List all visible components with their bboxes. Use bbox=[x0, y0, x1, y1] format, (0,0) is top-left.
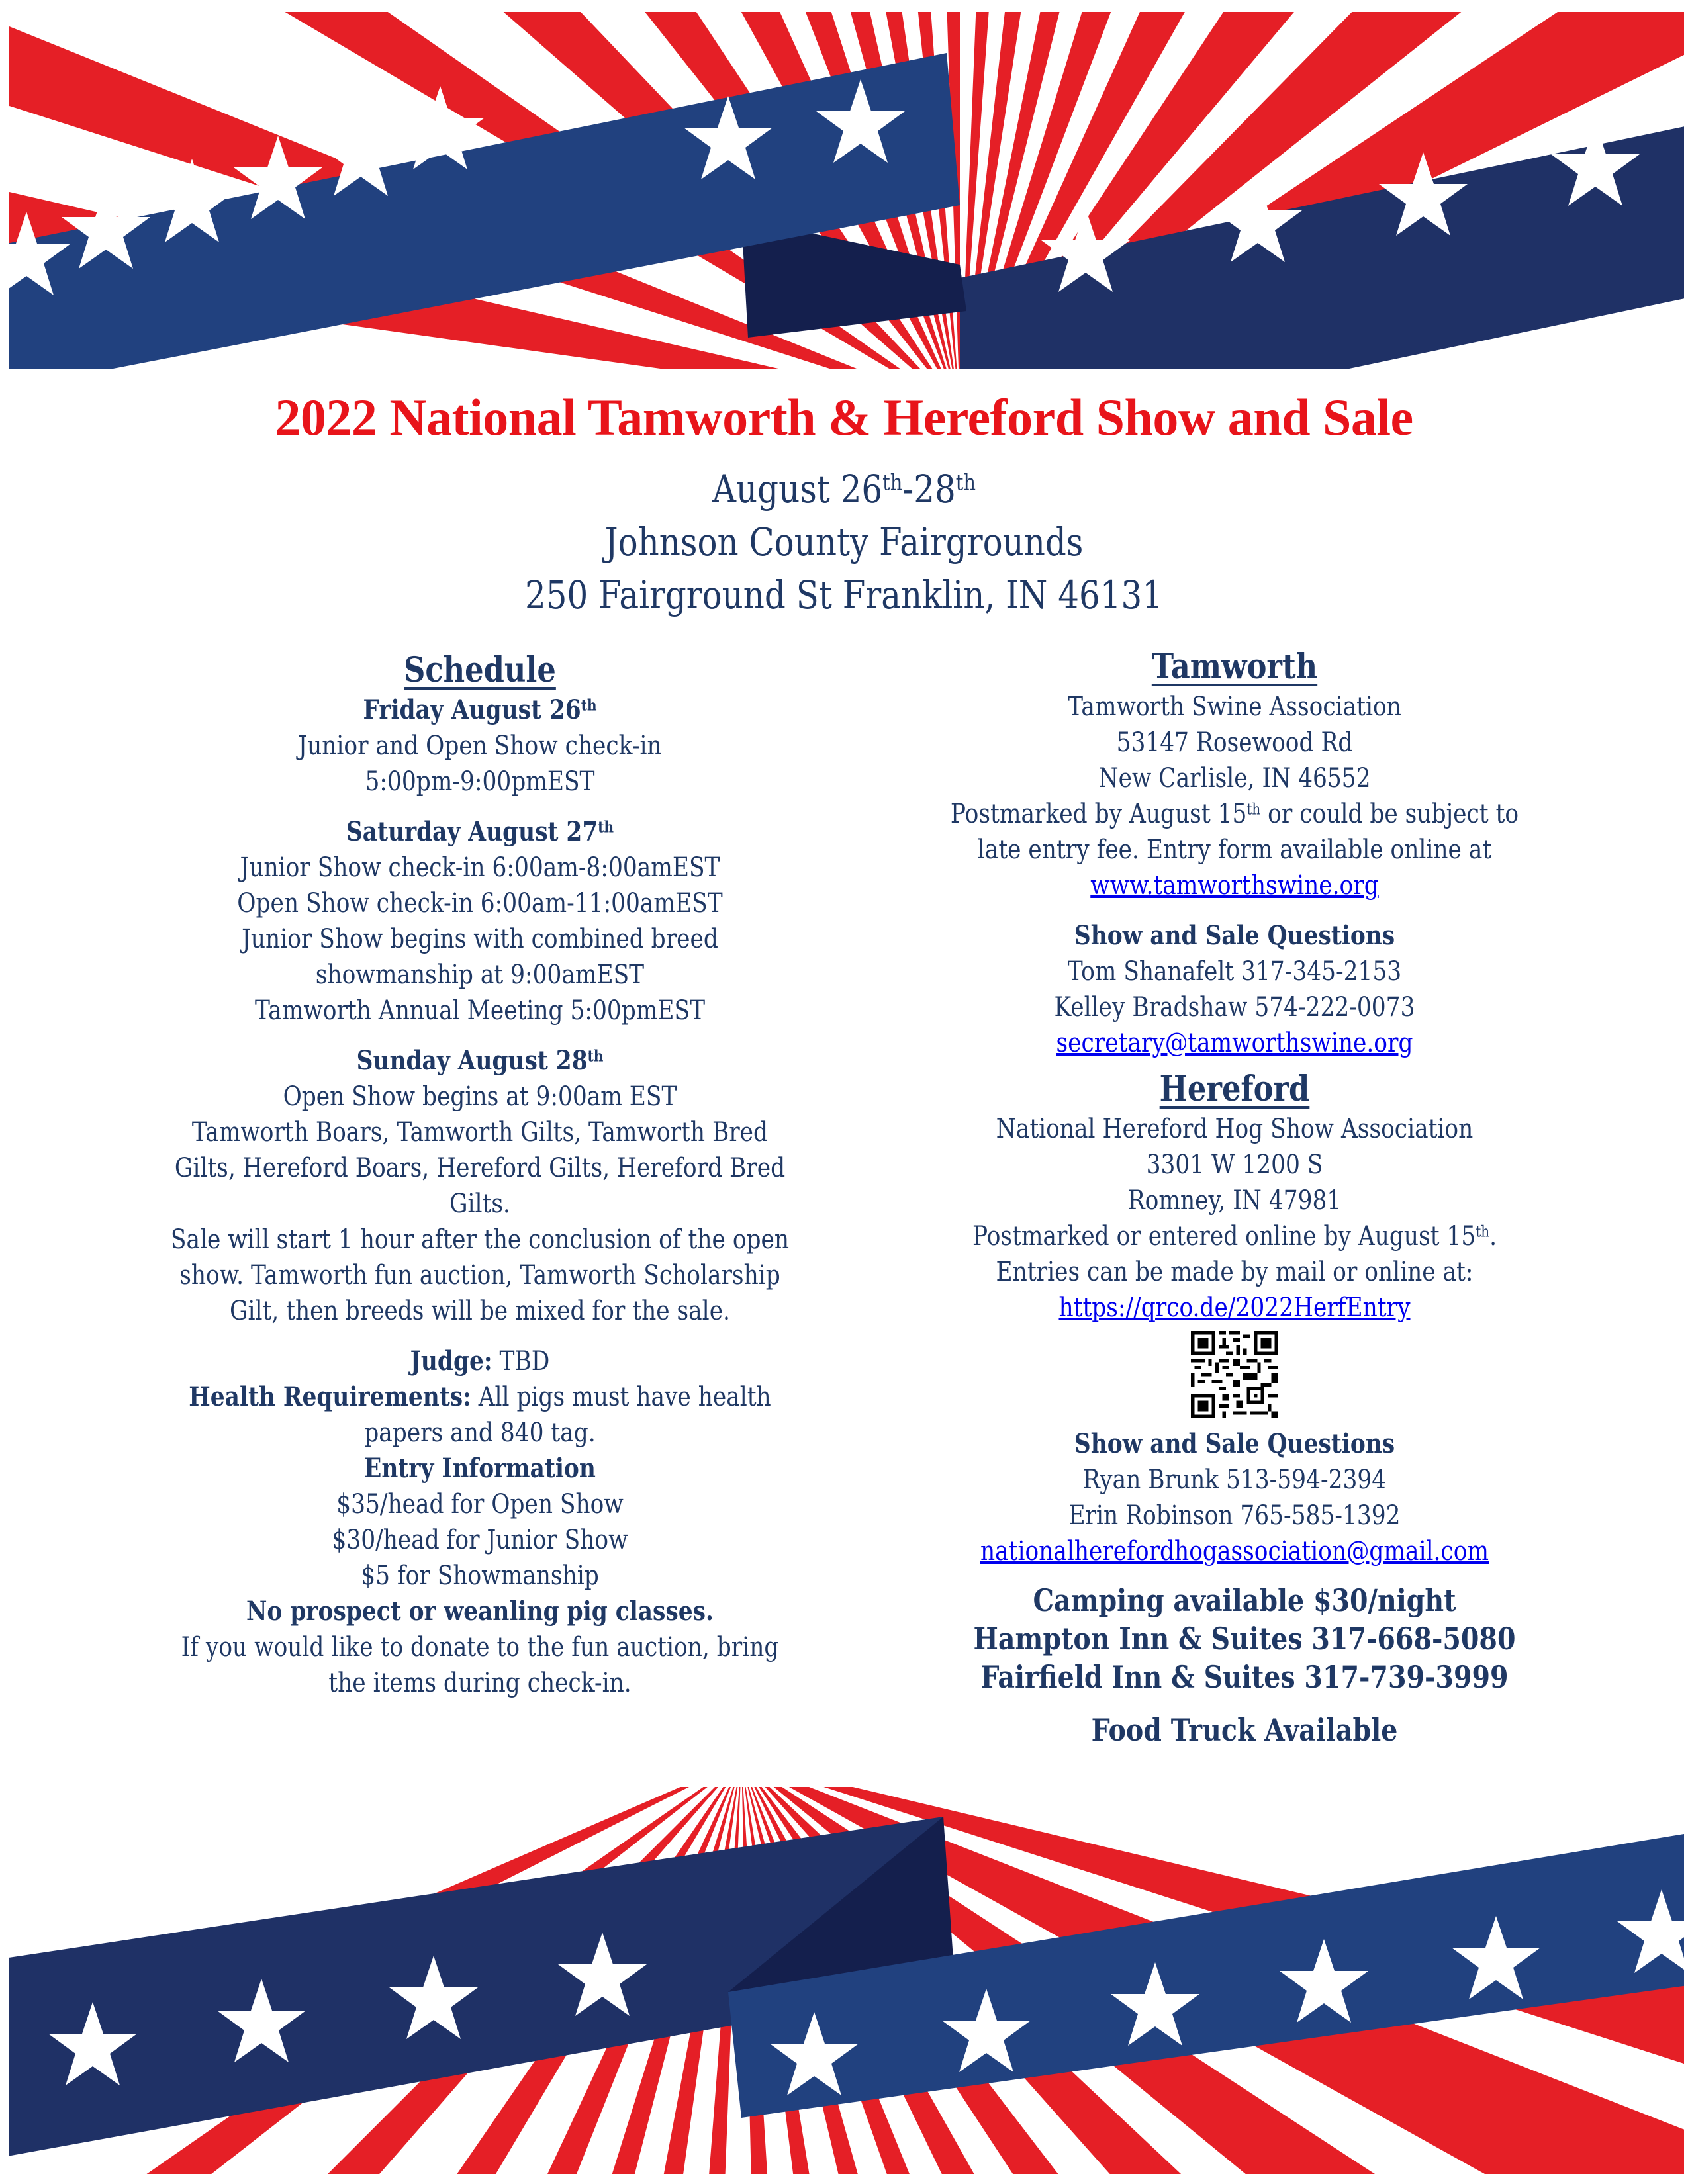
tamworth-website-link[interactable]: www.tamworthswine.org bbox=[1090, 870, 1379, 901]
health-line-cont: papers and 840 tag. bbox=[364, 1418, 596, 1448]
tamworth-city: New Carlisle, IN 46552 bbox=[1098, 763, 1371, 794]
hereford-entries: Entries can be made by mail or online at: bbox=[996, 1257, 1474, 1287]
hereford-entry-link[interactable]: https://qrco.de/2022HerfEntry bbox=[1058, 1293, 1411, 1323]
tamworth-deadline-cont: late entry fee. Entry form available online at bbox=[977, 835, 1492, 865]
friday-heading: Friday August 26th bbox=[363, 694, 597, 725]
sunday-line: Gilt, then breeds will be mixed for the sale. bbox=[230, 1296, 730, 1326]
entry-fee: $30/head for Junior Show bbox=[332, 1525, 628, 1555]
hereford-city: Romney, IN 47981 bbox=[1127, 1185, 1342, 1216]
flag-rays-graphic bbox=[0, 1787, 1688, 2184]
event-address: 250 Fairground St Franklin, IN 46131 bbox=[525, 572, 1163, 617]
schedule-column bbox=[116, 649, 844, 1701]
hereford-deadline: Postmarked or entered online by August 15th. bbox=[972, 1221, 1497, 1251]
saturday-heading: Saturday August 27th bbox=[346, 816, 614, 847]
hereford-heading: Hereford bbox=[1159, 1069, 1310, 1109]
sunday-line: Sale will start 1 hour after the conclusion of the open bbox=[170, 1224, 790, 1255]
hereford-contact: Erin Robinson 765-585-1392 bbox=[1068, 1500, 1401, 1531]
tamworth-street: 53147 Rosewood Rd bbox=[1116, 727, 1353, 758]
event-venue: Johnson County Fairgrounds bbox=[604, 520, 1084, 565]
sunday-line: Tamworth Boars, Tamworth Gilts, Tamworth Bred bbox=[191, 1117, 769, 1148]
friday-line: 5:00pm-9:00pmEST bbox=[365, 766, 595, 797]
hereford-org: National Hereford Hog Show Association bbox=[996, 1114, 1474, 1144]
sunday-line: Gilts. bbox=[449, 1189, 510, 1219]
no-classes-note: No prospect or weanling pig classes. bbox=[246, 1596, 714, 1627]
camping-info: Camping available $30/night bbox=[1033, 1582, 1456, 1618]
hotel-fairfield: Fairfield Inn & Suites 317-739-3999 bbox=[980, 1659, 1509, 1695]
donate-note: If you would like to donate to the fun auction, bring bbox=[181, 1632, 779, 1662]
tamworth-contact: Tom Shanafelt 317-345-2153 bbox=[1067, 956, 1402, 987]
tamworth-questions-heading: Show and Sale Questions bbox=[1074, 920, 1395, 951]
sunday-line: Gilts, Hereford Boars, Hereford Gilts, Hereford Bred bbox=[174, 1153, 786, 1183]
hereford-questions-heading: Show and Sale Questions bbox=[1074, 1428, 1395, 1459]
event-dates: August 26th-28th bbox=[712, 467, 976, 512]
saturday-line: Junior Show begins with combined breed bbox=[242, 924, 718, 954]
saturday-line: showmanship at 9:00amEST bbox=[315, 960, 645, 990]
flag-rays-graphic bbox=[0, 0, 1688, 371]
entry-fee: $35/head for Open Show bbox=[336, 1489, 624, 1520]
saturday-line: Junior Show check-in 6:00am-8:00amEST bbox=[240, 852, 720, 883]
tamworth-email-link[interactable]: secretary@tamworthswine.org bbox=[1056, 1028, 1413, 1058]
judge-line: Judge: TBD bbox=[410, 1345, 550, 1377]
entry-fee: $5 for Showmanship bbox=[361, 1561, 599, 1591]
hereford-email-link[interactable]: nationalherefordhogassociation@gmail.com bbox=[980, 1536, 1489, 1567]
hereford-contact: Ryan Brunk 513-594-2394 bbox=[1082, 1465, 1387, 1495]
tamworth-heading: Tamworth bbox=[1151, 647, 1318, 687]
entry-heading: Entry Information bbox=[364, 1453, 596, 1484]
sunday-heading: Sunday August 28th bbox=[356, 1045, 604, 1076]
sunday-line: show. Tamworth fun auction, Tamworth Scholarship bbox=[179, 1260, 780, 1291]
saturday-line: Tamworth Annual Meeting 5:00pmEST bbox=[254, 995, 706, 1026]
tamworth-contact: Kelley Bradshaw 574-222-0073 bbox=[1054, 992, 1415, 1023]
schedule-heading: Schedule bbox=[404, 650, 556, 690]
sunday-line: Open Show begins at 9:00am EST bbox=[283, 1081, 677, 1112]
friday-line: Junior and Open Show check-in bbox=[298, 731, 662, 761]
tamworth-org: Tamworth Swine Association bbox=[1068, 692, 1401, 722]
qr-code-icon[interactable] bbox=[1191, 1331, 1278, 1418]
breed-info-column bbox=[887, 645, 1582, 1749]
food-truck-note: Food Truck Available bbox=[1091, 1712, 1398, 1748]
saturday-line: Open Show check-in 6:00am-11:00amEST bbox=[237, 888, 723, 919]
hereford-street: 3301 W 1200 S bbox=[1146, 1150, 1323, 1180]
bottom-flag-banner bbox=[0, 1787, 1688, 2184]
health-line: Health Requirements: All pigs must have health bbox=[189, 1381, 771, 1412]
donate-note: the items during check-in. bbox=[328, 1668, 632, 1698]
hotel-hampton: Hampton Inn & Suites 317-668-5080 bbox=[973, 1621, 1516, 1657]
event-title: 2022 National Tamworth & Hereford Show and Sale bbox=[275, 388, 1413, 446]
tamworth-deadline: Postmarked by August 15th or could be subject to bbox=[950, 799, 1519, 829]
top-flag-banner bbox=[0, 0, 1688, 371]
